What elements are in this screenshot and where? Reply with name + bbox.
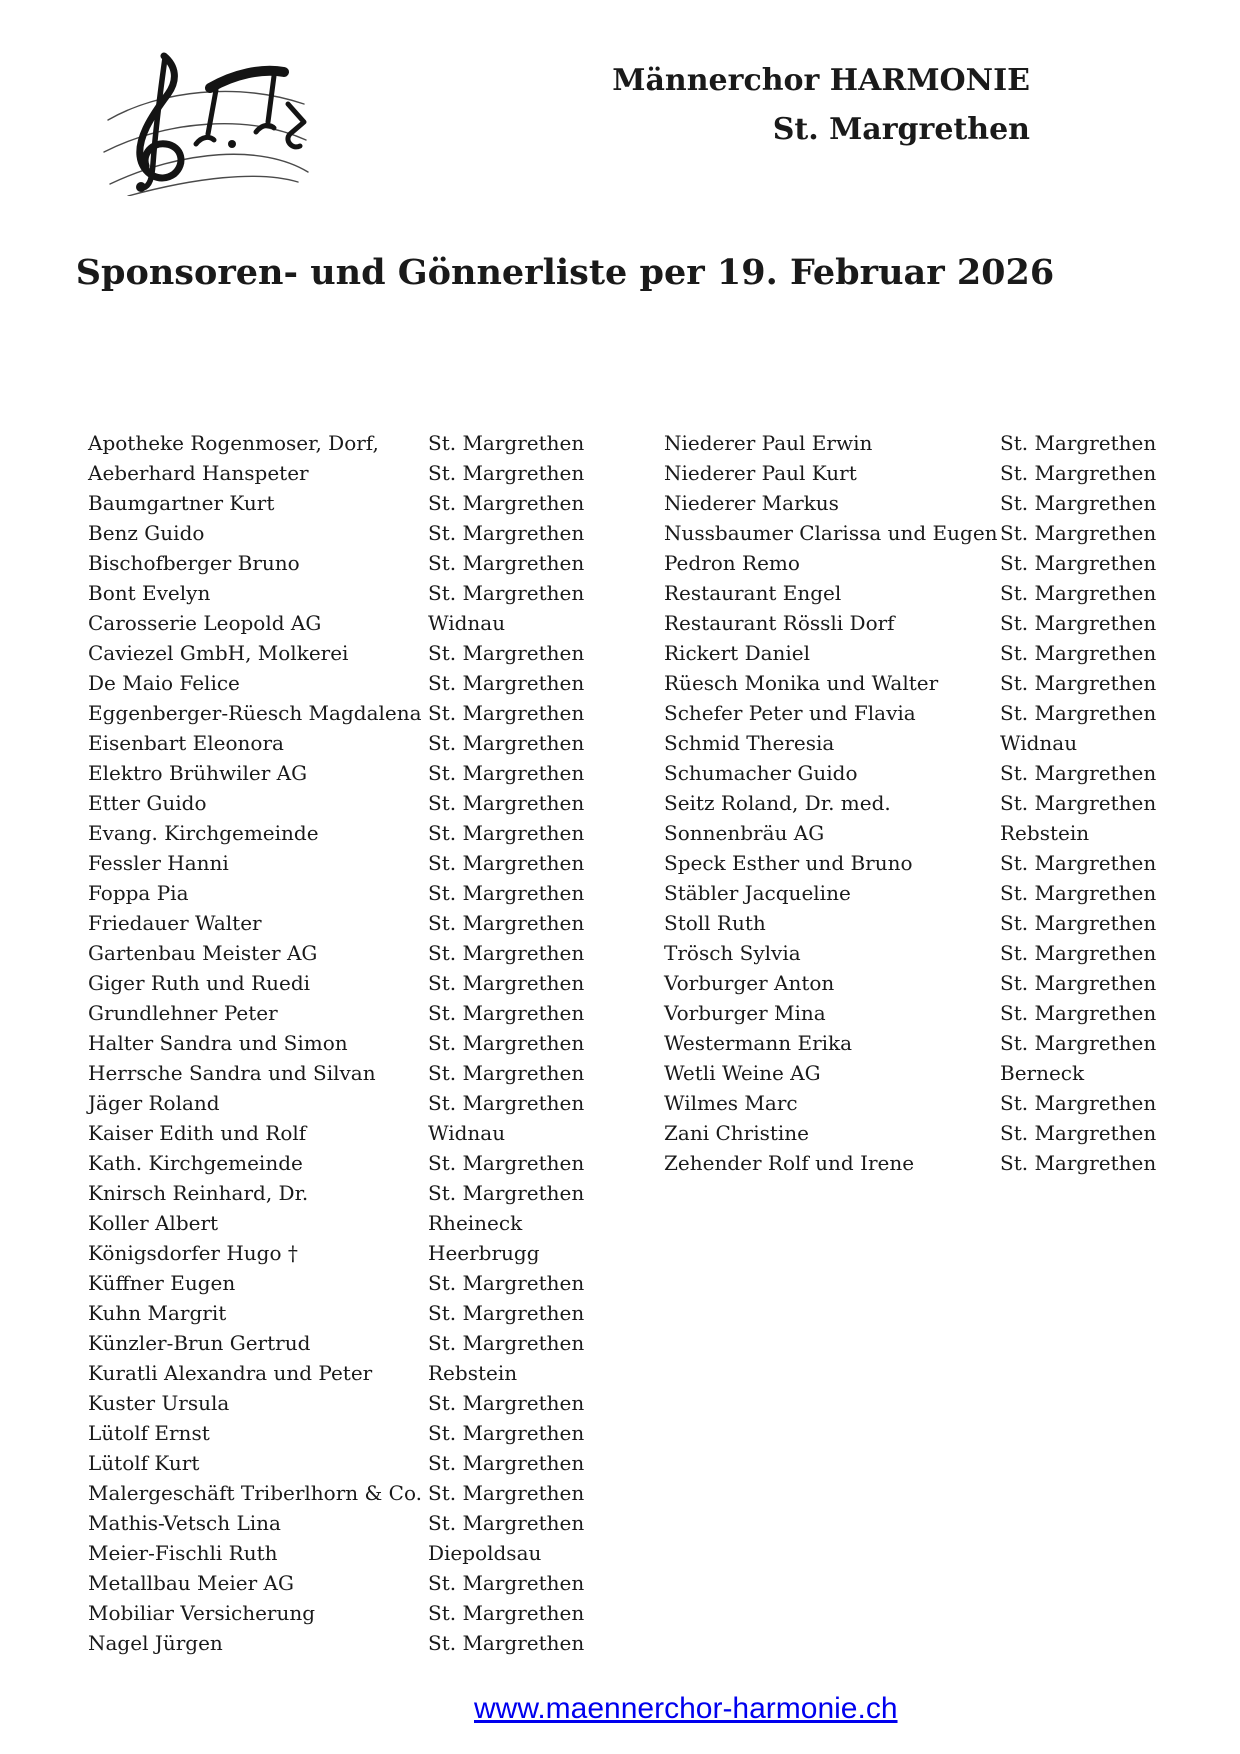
sponsor-place: St. Margrethen — [428, 1301, 585, 1325]
sponsor-name: Restaurant Rössli Dorf — [664, 611, 895, 635]
sponsor-name: Lütolf Ernst — [88, 1421, 210, 1445]
sponsor-name: Schumacher Guido — [664, 761, 858, 785]
sponsor-row — [664, 968, 1156, 998]
page-title: Sponsoren- und Gönnerliste per 19. Februar 2026 — [75, 252, 1055, 293]
sponsor-place: St. Margrethen — [1000, 941, 1157, 965]
sponsor-name: Schmid Theresia — [664, 731, 835, 755]
sponsor-name: Schefer Peter und Flavia — [664, 701, 916, 725]
sponsor-place: St. Margrethen — [1000, 431, 1157, 455]
sponsor-name: Rickert Daniel — [664, 641, 811, 665]
sponsor-row — [664, 1148, 1156, 1178]
sponsor-row — [88, 578, 584, 608]
sponsor-row — [88, 1598, 584, 1628]
music-logo — [98, 46, 310, 196]
sponsor-name: Caviezel GmbH, Molkerei — [88, 641, 349, 665]
sponsor-place: St. Margrethen — [428, 1331, 585, 1355]
sponsor-row — [664, 698, 1156, 728]
sponsor-place: St. Margrethen — [1000, 761, 1157, 785]
sponsor-name: Kuster Ursula — [88, 1391, 230, 1415]
sponsor-name: Küffner Eugen — [88, 1271, 236, 1295]
sponsor-name: Kath. Kirchgemeinde — [88, 1151, 303, 1175]
sponsor-place: Widnau — [1000, 731, 1078, 755]
sponsor-place: St. Margrethen — [428, 581, 585, 605]
sponsor-row — [88, 428, 584, 458]
sponsor-row — [88, 908, 584, 938]
sponsor-place: St. Margrethen — [428, 1601, 585, 1625]
sponsor-place: St. Margrethen — [1000, 971, 1157, 995]
sponsor-row — [88, 1238, 584, 1268]
sponsor-name: Kuhn Margrit — [88, 1301, 227, 1325]
sponsor-name: Westermann Erika — [664, 1031, 853, 1055]
sponsor-row — [664, 518, 1156, 548]
sponsor-row — [88, 1568, 584, 1598]
sponsor-row — [664, 998, 1156, 1028]
sponsor-place: St. Margrethen — [1000, 461, 1157, 485]
sponsor-row — [88, 818, 584, 848]
sponsor-place: St. Margrethen — [1000, 611, 1157, 635]
sponsor-row — [88, 1388, 584, 1418]
sponsor-name: Gartenbau Meister AG — [88, 941, 318, 965]
sponsor-row — [88, 488, 584, 518]
header-org-city: St. Margrethen — [772, 112, 1030, 147]
sponsor-name: Elektro Brühwiler AG — [88, 761, 308, 785]
sponsor-name: Niederer Paul Kurt — [664, 461, 857, 485]
sponsor-place: St. Margrethen — [1000, 1121, 1157, 1145]
sponsor-name: Vorburger Mina — [664, 1001, 826, 1025]
sponsor-name: Künzler-Brun Gertrud — [88, 1331, 311, 1355]
sponsor-name: Halter Sandra und Simon — [88, 1031, 348, 1055]
sponsor-name: Stoll Ruth — [664, 911, 766, 935]
sponsor-name: Kaiser Edith und Rolf — [88, 1121, 307, 1145]
sponsor-name: Niederer Markus — [664, 491, 839, 515]
sponsor-place: St. Margrethen — [1000, 551, 1157, 575]
sponsor-name: Benz Guido — [88, 521, 205, 545]
sponsor-place: St. Margrethen — [1000, 1091, 1157, 1115]
sponsor-place: St. Margrethen — [428, 1391, 585, 1415]
sponsor-name: Mathis-Vetsch Lina — [88, 1511, 281, 1535]
sponsor-place: St. Margrethen — [428, 821, 585, 845]
sponsor-name: Koller Albert — [88, 1211, 219, 1235]
sponsor-name: Herrsche Sandra und Silvan — [88, 1061, 376, 1085]
sponsor-name: Sonnenbräu AG — [664, 821, 825, 845]
sponsor-row — [88, 938, 584, 968]
sponsor-place: St. Margrethen — [428, 431, 585, 455]
sponsor-name: Zehender Rolf und Irene — [664, 1151, 915, 1175]
sponsor-place: St. Margrethen — [1000, 581, 1157, 605]
sponsor-place: St. Margrethen — [428, 1001, 585, 1025]
sponsor-name: Metallbau Meier AG — [88, 1571, 294, 1595]
sponsor-place: St. Margrethen — [428, 1571, 585, 1595]
sponsor-row — [88, 1448, 584, 1478]
sponsor-row — [88, 518, 584, 548]
sponsor-row — [664, 908, 1156, 938]
sponsor-row — [88, 1298, 584, 1328]
sponsor-name: Königsdorfer Hugo † — [88, 1241, 298, 1265]
sponsor-name: Aeberhard Hanspeter — [88, 461, 309, 485]
sponsor-name: Speck Esther und Bruno — [664, 851, 913, 875]
sponsor-place: Diepoldsau — [428, 1541, 542, 1565]
sponsor-name: Eisenbart Eleonora — [88, 731, 284, 755]
sponsor-name: Niederer Paul Erwin — [664, 431, 873, 455]
sponsor-name: Jäger Roland — [88, 1091, 220, 1115]
sponsor-row — [88, 1628, 584, 1658]
sponsor-row — [664, 1088, 1156, 1118]
treble-clef-notes-icon — [98, 46, 310, 196]
sponsor-place: St. Margrethen — [428, 941, 585, 965]
sponsor-place: St. Margrethen — [428, 881, 585, 905]
sponsor-place: St. Margrethen — [428, 731, 585, 755]
sponsor-place: Rebstein — [1000, 821, 1090, 845]
sponsor-place: Widnau — [428, 1121, 506, 1145]
sponsor-row — [664, 728, 1156, 758]
sponsor-place: St. Margrethen — [428, 911, 585, 935]
sponsor-place: St. Margrethen — [428, 791, 585, 815]
sponsor-row — [88, 1118, 584, 1148]
sponsor-place: St. Margrethen — [1000, 641, 1157, 665]
sponsor-row — [88, 1028, 584, 1058]
sponsor-place: St. Margrethen — [1000, 1001, 1157, 1025]
sponsor-row — [664, 458, 1156, 488]
sponsor-row — [88, 1058, 584, 1088]
sponsor-place: St. Margrethen — [428, 761, 585, 785]
sponsor-name: Carosserie Leopold AG — [88, 611, 322, 635]
sponsor-name: Evang. Kirchgemeinde — [88, 821, 319, 845]
sponsor-name: Zani Christine — [664, 1121, 810, 1145]
sponsor-row — [664, 878, 1156, 908]
sponsor-name: Restaurant Engel — [664, 581, 842, 605]
sponsor-name: Wetli Weine AG — [664, 1061, 821, 1085]
sponsor-place: St. Margrethen — [1000, 911, 1157, 935]
sponsor-row — [88, 848, 584, 878]
sponsor-row — [664, 578, 1156, 608]
sponsor-row — [664, 758, 1156, 788]
sponsor-row — [664, 638, 1156, 668]
sponsor-row — [88, 758, 584, 788]
sponsor-place: Rheineck — [428, 1211, 523, 1235]
sponsor-name: Knirsch Reinhard, Dr. — [88, 1181, 309, 1205]
sponsor-row — [88, 1328, 584, 1358]
sponsor-row — [664, 848, 1156, 878]
sponsor-name: Bont Evelyn — [88, 581, 211, 605]
sponsor-row — [88, 1538, 584, 1568]
sponsor-name: Friedauer Walter — [88, 911, 262, 935]
sponsor-row — [88, 698, 584, 728]
sponsor-place: St. Margrethen — [428, 971, 585, 995]
sponsor-row — [88, 608, 584, 638]
sponsor-name: Eggenberger-Rüesch Magdalena — [88, 701, 422, 725]
sponsor-name: Trösch Sylvia — [664, 941, 801, 965]
sponsor-place: St. Margrethen — [428, 851, 585, 875]
sponsor-name: Stäbler Jacqueline — [664, 881, 851, 905]
sponsor-place: St. Margrethen — [428, 491, 585, 515]
sponsor-row — [664, 608, 1156, 638]
sponsor-row — [88, 1148, 584, 1178]
sponsor-row — [664, 1058, 1156, 1088]
sponsor-name: Foppa Pia — [88, 881, 189, 905]
sponsor-name: Wilmes Marc — [664, 1091, 798, 1115]
sponsor-name: Meier-Fischli Ruth — [88, 1541, 278, 1565]
sponsor-row — [88, 728, 584, 758]
sponsor-row — [664, 938, 1156, 968]
sponsor-place: Heerbrugg — [428, 1241, 540, 1265]
sponsor-row — [664, 548, 1156, 578]
sponsor-name: Baumgartner Kurt — [88, 491, 275, 515]
sponsor-place: St. Margrethen — [428, 1631, 585, 1655]
sponsor-row — [88, 1268, 584, 1298]
sponsor-row — [88, 638, 584, 668]
sponsor-list-right — [664, 428, 1156, 1178]
sponsor-place: St. Margrethen — [428, 1481, 585, 1505]
sponsor-place: St. Margrethen — [1000, 491, 1157, 515]
sponsor-place: St. Margrethen — [428, 461, 585, 485]
sponsor-place: Rebstein — [428, 1361, 518, 1385]
sponsor-name: Kuratli Alexandra und Peter — [88, 1361, 373, 1385]
sponsor-place: St. Margrethen — [1000, 701, 1157, 725]
sponsor-place: St. Margrethen — [428, 1151, 585, 1175]
sponsor-row — [88, 1208, 584, 1238]
sponsor-place: St. Margrethen — [428, 1181, 585, 1205]
sponsor-name: Malergeschäft Triberlhorn & Co. — [88, 1481, 423, 1505]
sponsor-place: St. Margrethen — [428, 1451, 585, 1475]
sponsor-place: St. Margrethen — [428, 1271, 585, 1295]
sponsor-place: St. Margrethen — [428, 521, 585, 545]
sponsor-row — [664, 788, 1156, 818]
sponsor-row — [88, 548, 584, 578]
sponsor-row — [664, 818, 1156, 848]
sponsor-place: St. Margrethen — [1000, 1151, 1157, 1175]
header — [612, 56, 1030, 154]
sponsor-name: Rüesch Monika und Walter — [664, 671, 939, 695]
header-org-name: Männerchor HARMONIE — [612, 63, 1030, 98]
sponsor-name: Pedron Remo — [664, 551, 800, 575]
sponsor-place: St. Margrethen — [428, 1091, 585, 1115]
sponsor-name: Lütolf Kurt — [88, 1451, 200, 1475]
sponsor-place: St. Margrethen — [1000, 791, 1157, 815]
sponsor-row — [88, 1358, 584, 1388]
sponsor-row — [88, 1088, 584, 1118]
sponsor-place: St. Margrethen — [1000, 521, 1157, 545]
sponsor-name: Nagel Jürgen — [88, 1631, 223, 1655]
sponsor-place: Berneck — [1000, 1061, 1085, 1085]
sponsor-place: St. Margrethen — [428, 701, 585, 725]
sponsor-row — [88, 1178, 584, 1208]
sponsor-place: St. Margrethen — [1000, 881, 1157, 905]
sponsor-row — [88, 1508, 584, 1538]
sponsor-name: Fessler Hanni — [88, 851, 229, 875]
sponsor-row — [664, 488, 1156, 518]
sponsor-place: St. Margrethen — [428, 1031, 585, 1055]
sponsor-name: De Maio Felice — [88, 671, 240, 695]
sponsor-row — [88, 458, 584, 488]
sponsor-row — [664, 428, 1156, 458]
sponsor-row — [664, 1028, 1156, 1058]
sponsor-row — [88, 788, 584, 818]
sponsor-name: Vorburger Anton — [664, 971, 835, 995]
sponsor-row — [664, 1118, 1156, 1148]
sponsor-place: St. Margrethen — [428, 1061, 585, 1085]
sponsor-row — [88, 968, 584, 998]
sponsor-place: St. Margrethen — [1000, 1031, 1157, 1055]
sponsor-place: St. Margrethen — [428, 1511, 585, 1535]
sponsor-row — [88, 998, 584, 1028]
sponsor-name: Bischofberger Bruno — [88, 551, 300, 575]
sponsor-name: Grundlehner Peter — [88, 1001, 278, 1025]
sponsor-row — [88, 1478, 584, 1508]
sponsor-place: St. Margrethen — [428, 641, 585, 665]
sponsor-name: Apotheke Rogenmoser, Dorf, — [88, 431, 379, 455]
sponsor-place: St. Margrethen — [1000, 671, 1157, 695]
sponsor-row — [664, 668, 1156, 698]
sponsor-row — [88, 878, 584, 908]
sponsor-place: Widnau — [428, 611, 506, 635]
sponsor-place: St. Margrethen — [428, 551, 585, 575]
sponsor-list-left — [88, 428, 584, 1658]
sponsor-name: Giger Ruth und Ruedi — [88, 971, 311, 995]
sponsor-name: Seitz Roland, Dr. med. — [664, 791, 891, 815]
sponsor-name: Mobiliar Versicherung — [88, 1601, 316, 1625]
sponsor-name: Etter Guido — [88, 791, 207, 815]
sponsor-row — [88, 1418, 584, 1448]
sponsor-row — [88, 668, 584, 698]
sponsor-place: St. Margrethen — [428, 671, 585, 695]
footer-website-link[interactable]: www.maennerchor-harmonie.ch — [474, 1692, 898, 1725]
sponsor-place: St. Margrethen — [428, 1421, 585, 1445]
sponsor-name: Nussbaumer Clarissa und Eugen — [664, 521, 998, 545]
sponsor-place: St. Margrethen — [1000, 851, 1157, 875]
